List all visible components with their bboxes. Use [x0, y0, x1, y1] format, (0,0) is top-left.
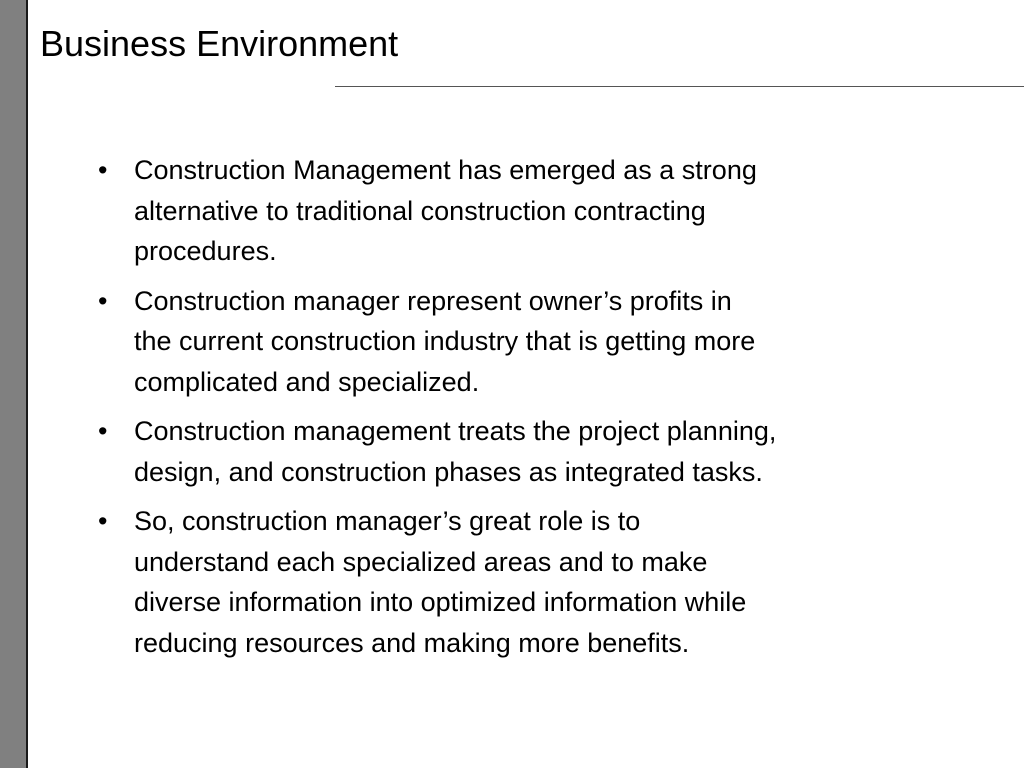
bullet-list: [98, 150, 978, 672]
bullet-line: diverse information into optimized information while: [134, 587, 747, 617]
bullet-item: [98, 150, 978, 272]
bullet-dot: •: [98, 285, 108, 316]
bullet-dot: •: [98, 155, 108, 185]
bullet-line: procedures.: [134, 236, 277, 266]
bullet-text: [134, 281, 978, 403]
bullet-item: [98, 281, 978, 403]
bullet-dot: •: [98, 506, 108, 536]
bullet-text: [134, 150, 978, 272]
left-accent-bar: [0, 0, 28, 768]
bullet-line: alternative to traditional construction contracting: [134, 195, 706, 226]
slide-title: Business Environment: [40, 23, 399, 64]
bullet-line: reducing resources and making more benefits.: [134, 627, 690, 658]
bullet-dot: •: [98, 416, 108, 446]
bullet-line: understand each specialized areas and to make: [134, 546, 708, 577]
bullet-text: [134, 501, 978, 663]
title-divider: [335, 86, 1024, 87]
bullet-line: complicated and specialized.: [134, 366, 480, 397]
bullet-line: Construction manager represent owner’s profits in: [134, 285, 732, 316]
bullet-line: Construction Management has emerged as a strong: [134, 155, 757, 185]
bullet-text: [134, 411, 978, 492]
bullet-line: design, and construction phases as integrated tasks.: [134, 456, 763, 487]
bullet-line: the current construction industry that is getting more: [134, 326, 756, 356]
bullet-line: Construction management treats the project planning,: [134, 416, 777, 446]
bullet-item: [98, 411, 978, 492]
bullet-item: [98, 501, 978, 663]
bullet-line: So, construction manager’s great role is to: [134, 506, 641, 536]
